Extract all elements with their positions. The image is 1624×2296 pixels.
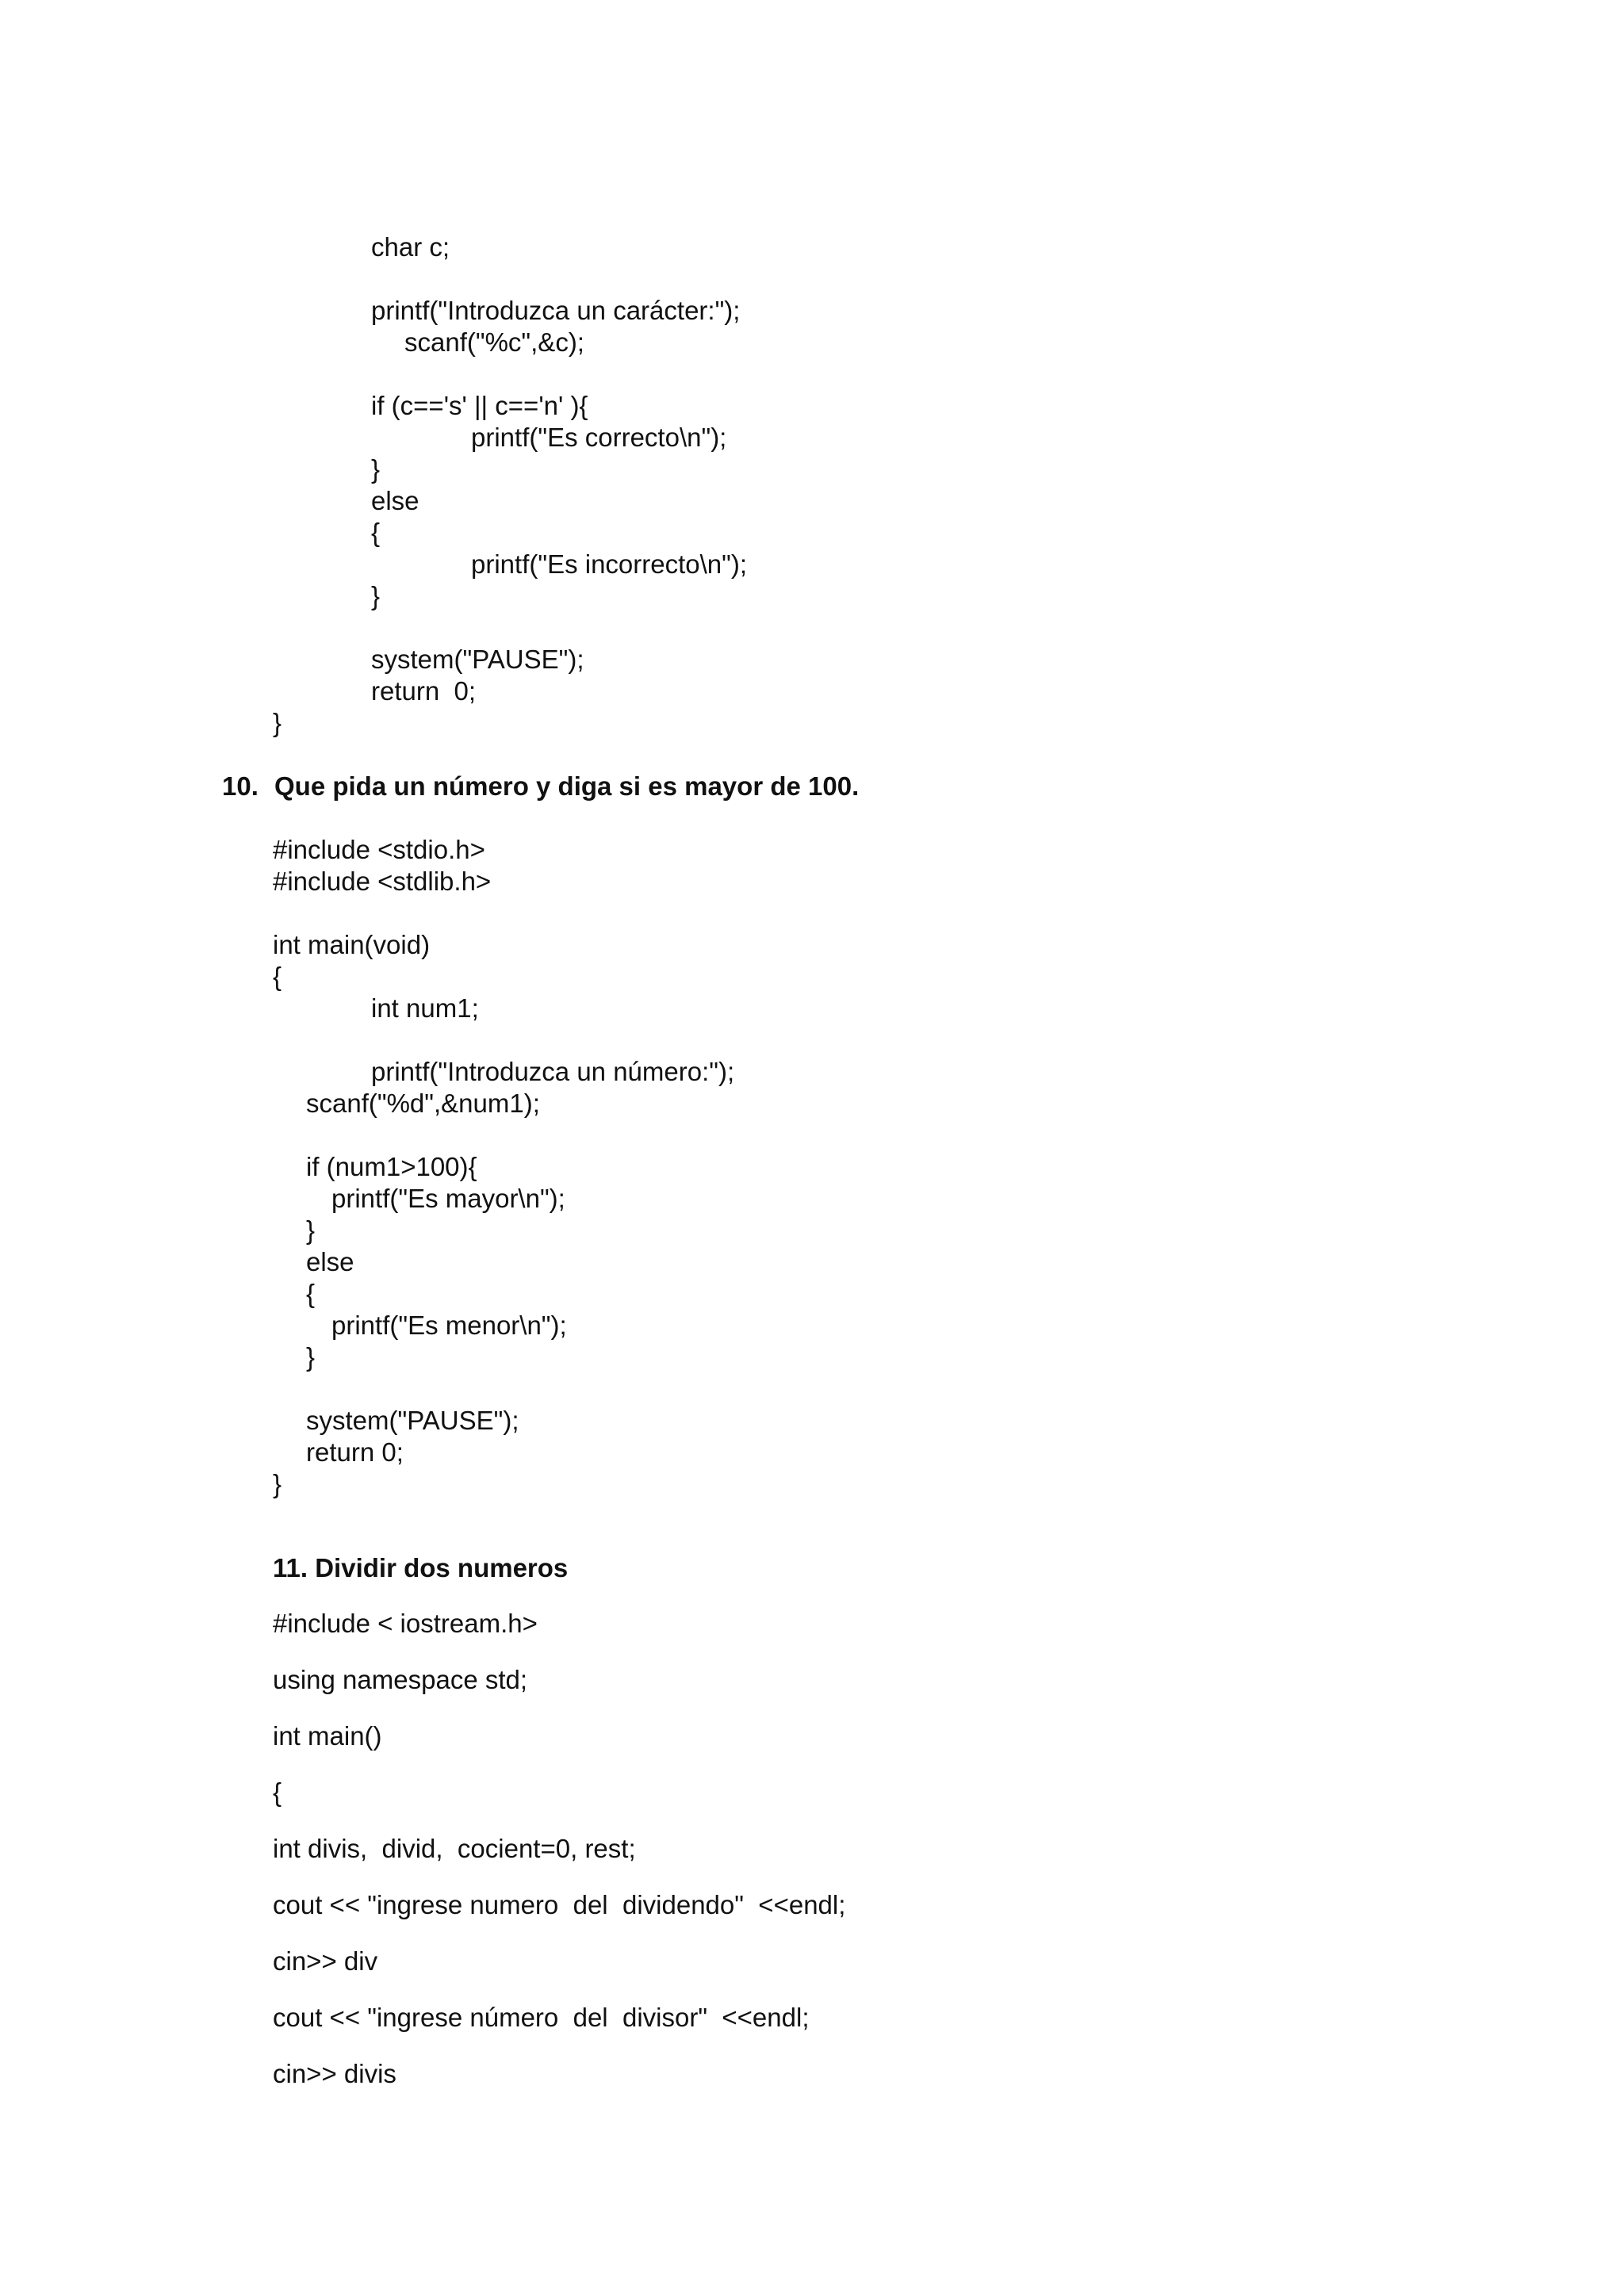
section-title: Que pida un número y diga si es mayor de 100. xyxy=(274,771,860,801)
code-line: { xyxy=(371,518,381,547)
section-number: 10. xyxy=(222,771,259,801)
code-line: scanf("%d",&num1); xyxy=(306,1089,540,1118)
code-line: } xyxy=(371,581,381,610)
code-line: } xyxy=(371,454,381,484)
code-line: #include <stdlib.h> xyxy=(273,867,492,896)
code-line: return 0; xyxy=(371,676,477,706)
code-line: system("PAUSE"); xyxy=(306,1406,519,1435)
code-line: { xyxy=(273,962,282,991)
code-line: else xyxy=(371,486,419,515)
code-line: int main() xyxy=(273,1721,382,1751)
code-line: cin>> div xyxy=(273,1946,378,1976)
code-line: { xyxy=(273,1777,282,1807)
code-line: printf("Es correcto\n"); xyxy=(471,423,727,452)
code-line: printf("Introduzca un carácter:"); xyxy=(371,296,741,325)
code-line: } xyxy=(306,1342,316,1372)
code-line: scanf("%c",&c); xyxy=(404,327,584,357)
code-line: #include <stdio.h> xyxy=(273,835,485,864)
code-line: } xyxy=(273,708,282,737)
code-line: printf("Es menor\n"); xyxy=(331,1311,567,1340)
code-line: #include < iostream.h> xyxy=(273,1609,538,1638)
section-heading: 11. Dividir dos numeros xyxy=(273,1553,569,1582)
code-line: return 0; xyxy=(306,1437,404,1467)
code-line: printf("Es mayor\n"); xyxy=(331,1184,565,1213)
code-line: system("PAUSE"); xyxy=(371,645,584,674)
code-line: if (c=='s' || c=='n' ){ xyxy=(371,391,588,420)
code-line: } xyxy=(273,1469,282,1498)
code-line: int divis, divid, cocient=0, rest; xyxy=(273,1834,636,1863)
code-line: cin>> divis xyxy=(273,2059,396,2088)
code-line: { xyxy=(306,1279,316,1308)
code-line: int main(void) xyxy=(273,930,431,959)
code-line: char c; xyxy=(371,232,450,262)
code-line: printf("Introduzca un número:"); xyxy=(371,1057,735,1086)
code-line: } xyxy=(306,1215,316,1245)
code-line: cout << "ingrese número del divisor" <<endl; xyxy=(273,2003,810,2032)
code-line: else xyxy=(306,1247,354,1276)
code-line: if (num1>100){ xyxy=(306,1152,477,1181)
code-line: printf("Es incorrecto\n"); xyxy=(471,549,748,579)
section-heading xyxy=(222,771,859,802)
code-line: cout << "ingrese numero del dividendo" <<endl; xyxy=(273,1890,846,1919)
code-line: int num1; xyxy=(371,993,479,1023)
code-line: using namespace std; xyxy=(273,1665,528,1694)
